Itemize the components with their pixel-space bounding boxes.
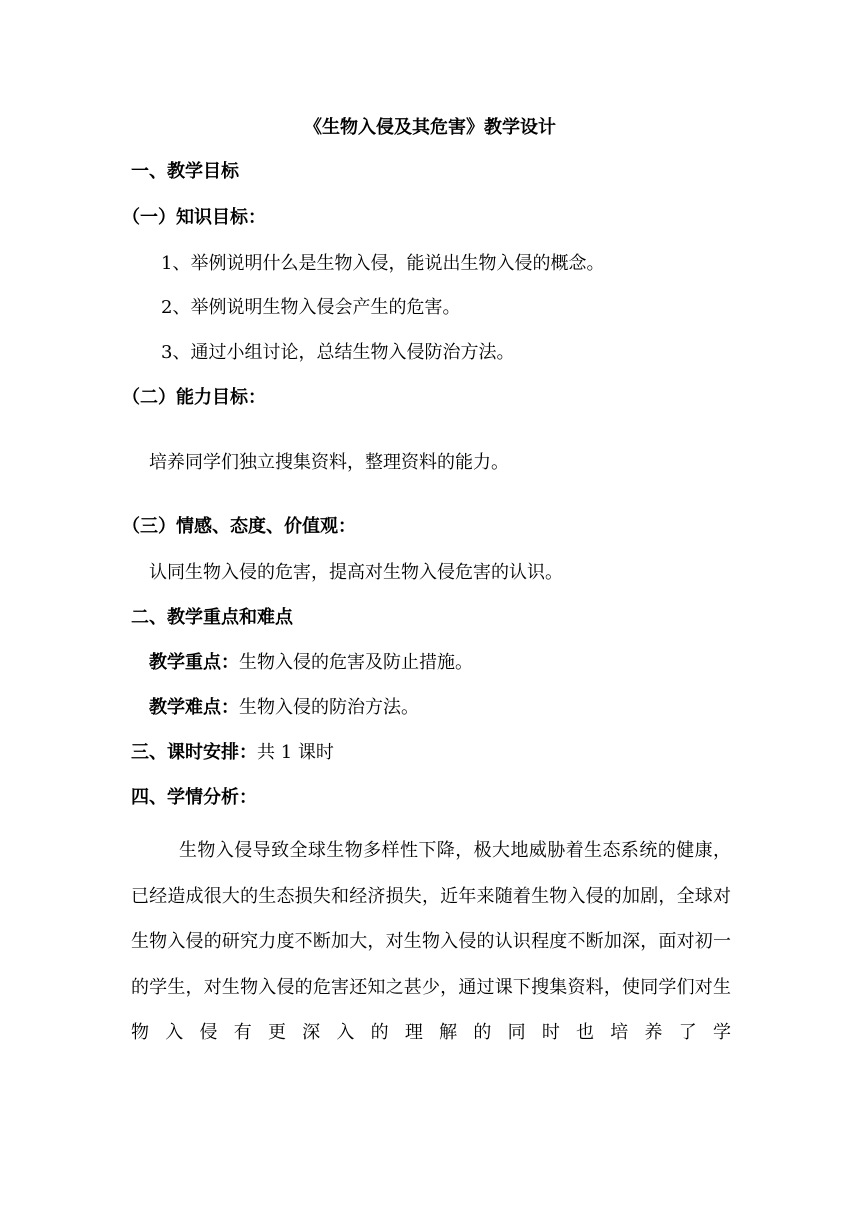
subheading-emotion: （三）情感、态度、价值观： [122,516,356,537]
difficult-point-row [149,696,419,720]
subheading-knowledge: （一）知识目标： [122,207,266,228]
knowledge-item-2: 2、举例说明生物入侵会产生的危害。 [161,297,461,318]
schedule-row [131,741,334,765]
difficult-point-text: 生物入侵的防治方法。 [239,697,419,718]
section-heading-schedule: 三、课时安排： [131,742,257,763]
knowledge-item-1: 1、举例说明什么是生物入侵，能说出生物入侵的概念。 [161,253,605,274]
section-heading-goals: 一、教学目标 [131,161,239,182]
key-point-text: 生物入侵的危害及防止措施。 [239,652,473,673]
section-heading-key-points: 二、教学重点和难点 [131,607,293,628]
section-heading-analysis: 四、学情分析： [131,787,257,808]
emotion-text: 认同生物入侵的危害，提高对生物入侵危害的认识。 [149,562,563,583]
knowledge-item-3: 3、通过小组讨论，总结生物入侵防治方法。 [161,342,515,363]
subheading-ability: （二）能力目标： [122,387,266,408]
analysis-paragraph: 生物入侵导致全球生物多样性下降，极大地威胁着生态系统的健康，已经造成很大的生态损失和经济损失，近年来随着生物入侵的加剧，全球对生物入侵的研究力度不断加大，对生物入侵的认识程度不断加深，面对初一的学生，对生物入侵的危害还知之甚少，通过课下搜集资料，使同学们对生物入侵有更深入的理解的同时也培养了学 [131,840,731,1044]
document-title: 《生物入侵及其危害》教学设计 [304,117,556,138]
key-point-label: 教学重点： [149,652,239,673]
difficult-point-label: 教学难点： [149,697,239,718]
key-point-row [149,651,473,675]
schedule-text: 共 1 课时 [257,742,334,763]
ability-text: 培养同学们独立搜集资料，整理资料的能力。 [149,452,509,473]
